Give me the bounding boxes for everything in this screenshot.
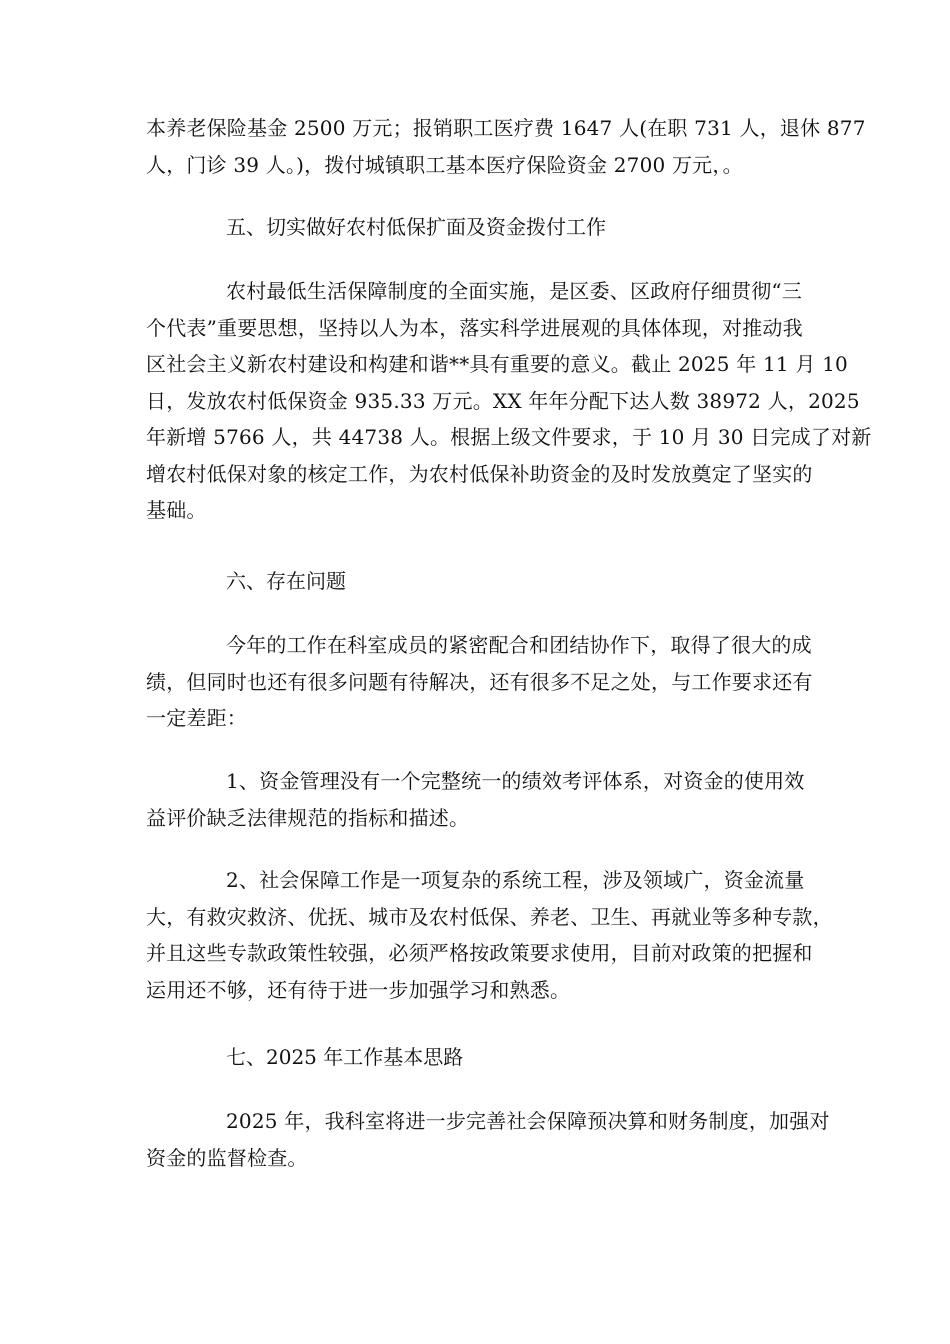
paragraph-problem-2 xyxy=(146,862,833,1008)
text-line: 区社会主义新农村建设和构建和谐**具有重要的意义。截止 2025 年 11 月 10 xyxy=(146,352,848,376)
text-line: 益评价缺乏法律规范的指标和描述。 xyxy=(146,805,470,830)
paragraph-rural-subsistence xyxy=(146,273,872,529)
text-line: 基础。 xyxy=(146,498,207,522)
text-line: 并且这些专款政策性较强，必须严格按政策要求使用，目前对政策的把握和 xyxy=(146,941,813,965)
text-line: 1、资金管理没有一个完整统一的绩效考评体系，对资金的使用效 xyxy=(226,769,805,793)
text-line: 本养老保险基金 2500 万元；报销职工医疗费 1647 人(在职 731 人，退休 877 xyxy=(146,116,866,140)
text-line: 绩，但同时也还有很多问题有待解决，还有很多不足之处，与工作要求还有 xyxy=(146,669,813,694)
text-line: 今年的工作在科室成员的紧密配合和团结协作下，取得了很大的成 xyxy=(226,633,812,657)
text-line: 2025 年，我科室将进一步完善社会保障预决算和财务制度，加强对 xyxy=(226,1109,830,1133)
text-line: 年新增 5766 人，共 44738 人。根据上级文件要求，于 10 月 30 日完成了对新 xyxy=(146,425,872,449)
text-line: 资金的监督检查。 xyxy=(146,1145,308,1170)
text-line: 2、社会保障工作是一项复杂的系统工程，涉及领域广，资金流量 xyxy=(226,868,805,892)
text-line: 运用还不够，还有待于进一步加强学习和熟悉。 xyxy=(146,977,571,1002)
section-heading-7: 七、2025 年工作基本思路 xyxy=(226,1045,464,1069)
text-line: 增农村低保对象的核定工作，为农村低保补助资金的及时发放奠定了坚实的 xyxy=(146,461,813,486)
text-line: 大，有救灾救济、优抚、城市及农村低保、养老、卫生、再就业等多种专款， xyxy=(146,904,833,929)
paragraph-problem-1 xyxy=(146,763,806,836)
paragraph-plan-2025 xyxy=(146,1103,830,1176)
text-line: 个代表”重要思想，坚持以人为本，落实科学进展观的具体体现，对推动我 xyxy=(146,315,803,340)
text-line: 农村最低生活保障制度的全面实施，是区委、区政府仔细贯彻“三 xyxy=(226,279,803,303)
paragraph-problems-intro xyxy=(146,627,813,737)
text-line: 人，门诊 39 人。)，拨付城镇职工基本医疗保险资金 2700 万元，。 xyxy=(146,152,743,177)
section-heading-5: 五、切实做好农村低保扩面及资金拨付工作 xyxy=(226,215,606,239)
paragraph-pension-summary xyxy=(146,110,866,183)
text-line: 日，发放农村低保资金 935.33 万元。XX 年年分配下达人数 38972 人，2025 xyxy=(146,388,860,413)
section-heading-6: 六、存在问题 xyxy=(226,569,346,593)
text-line: 一定差距： xyxy=(146,706,247,730)
